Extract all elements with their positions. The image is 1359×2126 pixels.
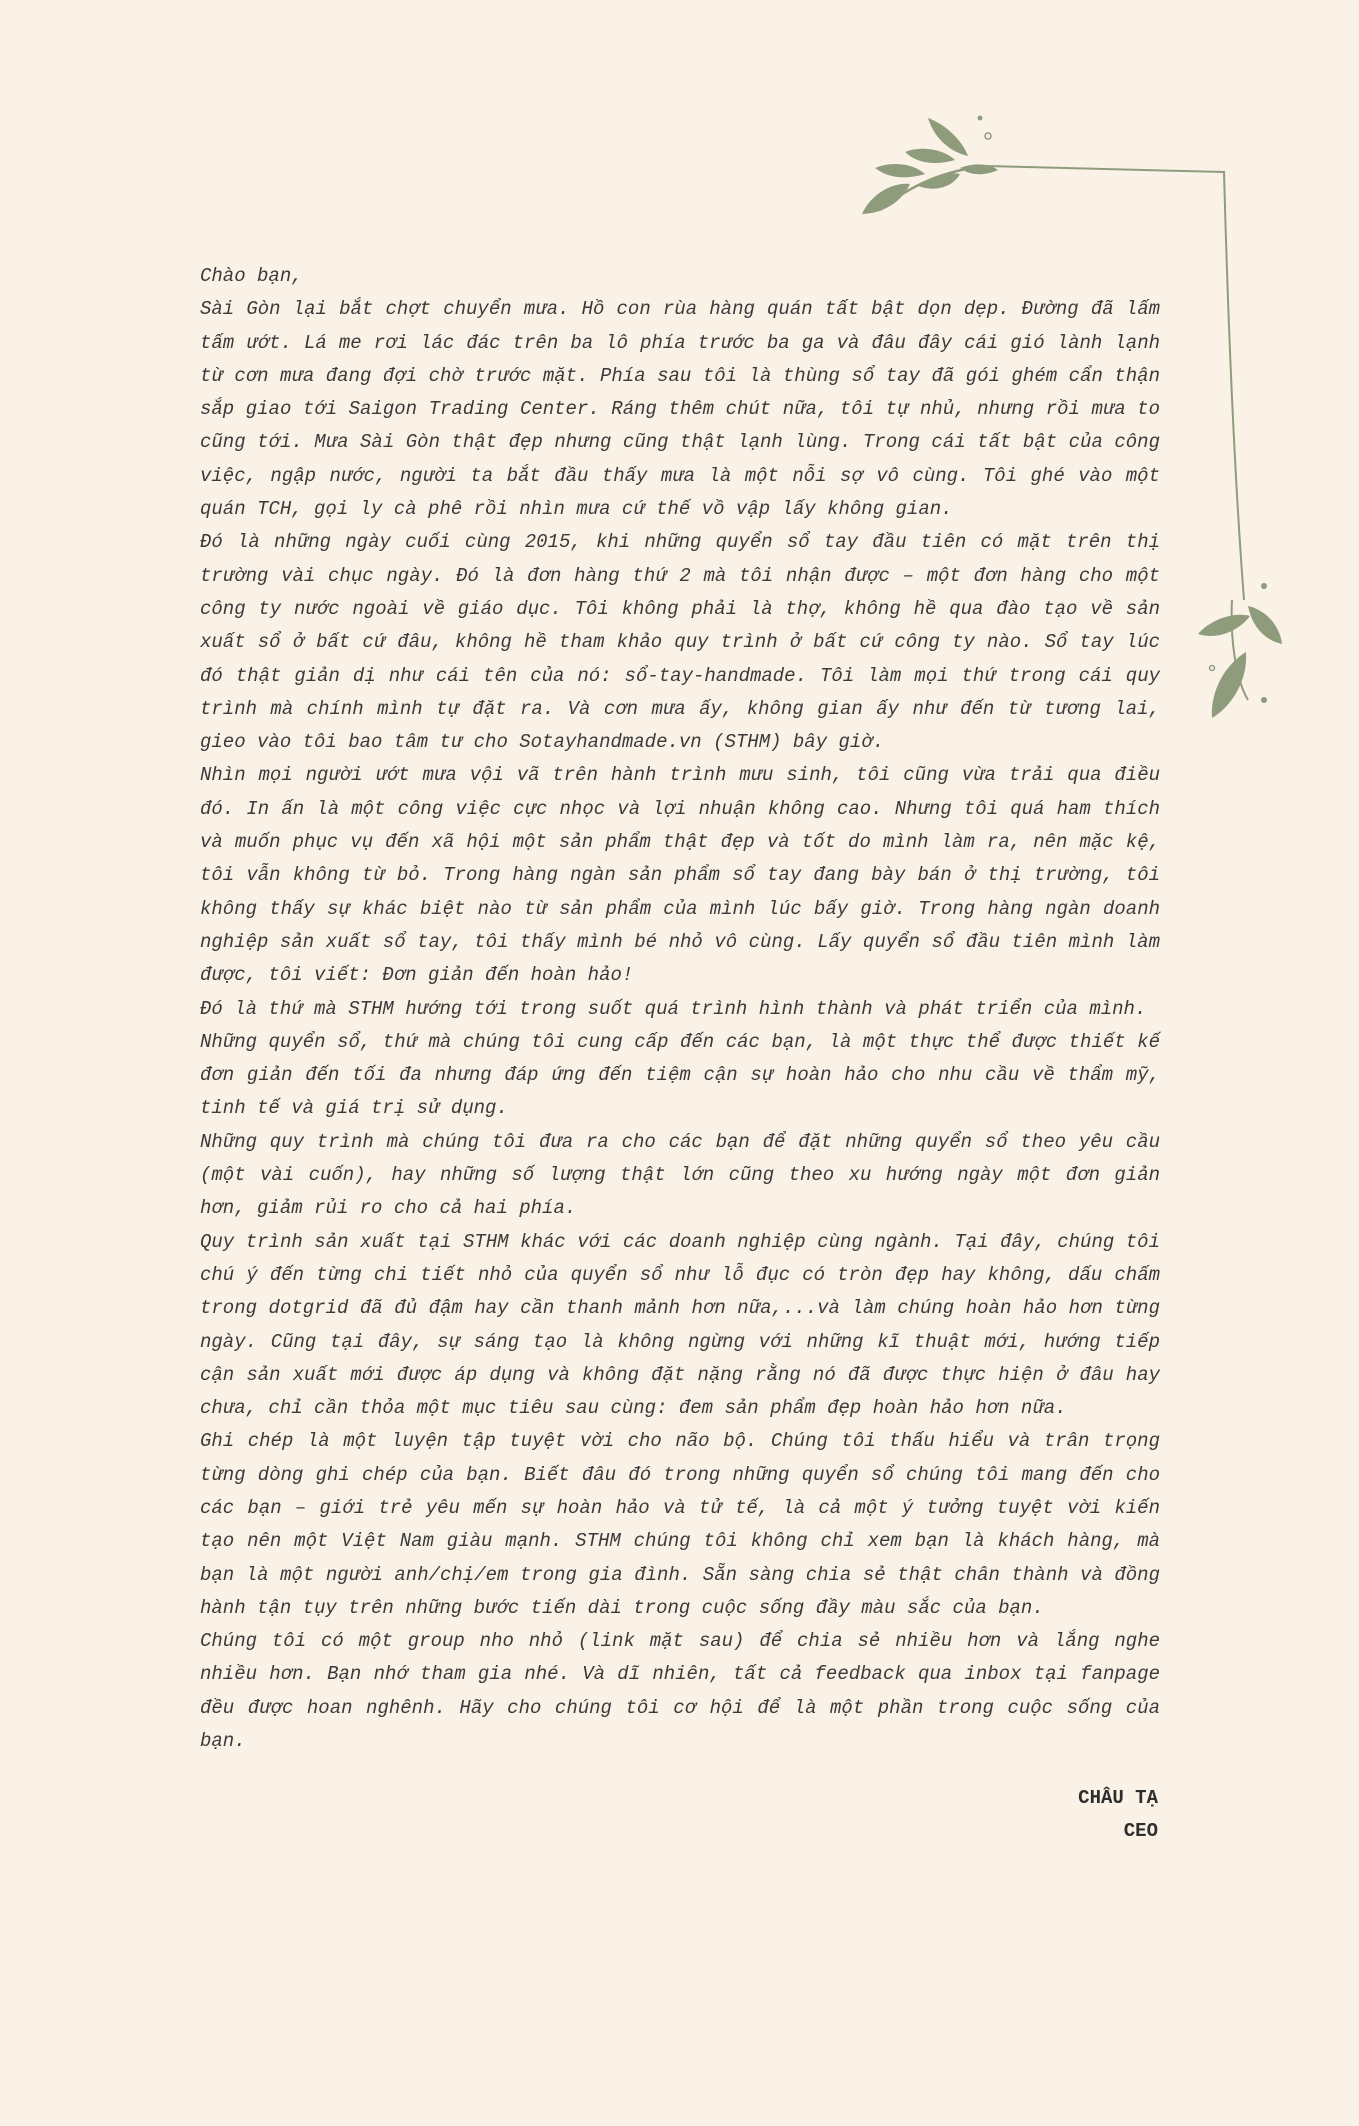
letter-paragraph-5: Những quyển sổ, thứ mà chúng tôi cung cấp đến các bạn, là một thực thể được thiết kế đơn giản đến tối đa nhưng đáp ứng đến tiệm cận sự hoàn hảo cho nhu cầu về thẩm mỹ, tinh tế và giá trị sử dụng. bbox=[200, 1030, 1160, 1120]
letter-paragraph-9: Chúng tôi có một group nho nhỏ (link mặt sau) để chia sẻ nhiều hơn và lắng nghe nhiều hơn. Bạn nhớ tham gia nhé. Và dĩ nhiên, tất cả feedback qua inbox tại fanpage đều được hoan nghênh. Hãy cho chúng tôi cơ hội để là một phần trong cuộc sống của bạn. bbox=[200, 1630, 1160, 1753]
letter-paragraph-2: Đó là những ngày cuối cùng 2015, khi những quyển sổ tay đầu tiên có mặt trên thị trường vài chục ngày. Đó là đơn hàng thứ 2 mà tôi nhận được – một đơn hàng cho một công ty nước ngoài về giáo dục. Tôi không phải là thợ, không hề qua đào tạo về sản xuất sổ ở bất cứ đâu, không hề tham khảo quy trình ở bất cứ công ty nào. Sổ tay lúc đó thật giản dị như cái tên của nó: sổ-tay-handmade. Tôi làm mọi thứ trong cái quy trình mà chính mình tự đặt ra. Và cơn mưa ấy, không gian ấy như đến từ tương lai, gieo vào tôi bao tâm tư cho Sotayhandmade.vn (STHM) bây giờ. bbox=[200, 531, 1160, 754]
letter-greeting: Chào bạn, bbox=[200, 265, 303, 287]
letter-paragraph-7: Quy trình sản xuất tại STHM khác với các doanh nghiệp cùng ngành. Tại đây, chúng tôi chú ý đến từng chi tiết nhỏ của quyển sổ như lỗ đục có tròn đẹp hay không, dấu chấm trong dotgrid đã đủ đậm hay cần thanh mảnh hơn nữa,...và làm chúng hoàn hảo hơn từng ngày. Cũng tại đây, sự sáng tạo là không ngừng với những kĩ thuật mới, hướng tiếp cận sản xuất mới được áp dụng và không đặt nặng rằng nó đã được thực hiện ở đâu hay chưa, chỉ cần thỏa một mục tiêu sau cùng: đem sản phẩm đẹp hoàn hảo hơn nữa. bbox=[200, 1230, 1160, 1420]
letter-paragraph-6: Những quy trình mà chúng tôi đưa ra cho các bạn để đặt những quyển sổ theo yêu cầu (một vài cuốn), hay những số lượng thật lớn cũng theo xu hướng ngày một đơn giản hơn, giảm rủi ro cho cả hai phía. bbox=[200, 1130, 1160, 1220]
letter-paragraph-1: Sài Gòn lại bắt chợt chuyển mưa. Hồ con rùa hàng quán tất bật dọn dẹp. Đường đã lấm tấm ướt. Lá me rơi lác đác trên ba lô phía trước ba ga và đâu đây cái gió lành lạnh từ cơn mưa đang đợi chờ trước mặt. Phía sau tôi là thùng sổ tay đã gói ghém cẩn thận sắp giao tới Saigon Trading Center. Ráng thêm chút nữa, tôi tự nhủ, nhưng rồi mưa to cũng tới. Mưa Sài Gòn thật đẹp nhưng cũng thật lạnh lùng. Trong cái tất bật của công việc, ngập nước, người ta bắt đầu thấy mưa là một nỗi sợ vô cùng. Tôi ghé vào một quán TCH, gọi ly cà phê rồi nhìn mưa cứ thế vồ vập lấy không gian. bbox=[200, 298, 1160, 521]
letter-paragraph-4: Đó là thứ mà STHM hướng tới trong suốt quá trình hình thành và phát triển của mình. bbox=[200, 997, 1147, 1020]
signature-block bbox=[1078, 1782, 1158, 1848]
letter-body bbox=[200, 260, 1160, 1758]
signature-title: CEO bbox=[1123, 1820, 1158, 1842]
letter-paragraph-8: Ghi chép là một luyện tập tuyệt vời cho não bộ. Chúng tôi thấu hiểu và trân trọng từng dòng ghi chép của bạn. Biết đâu đó trong những quyển sổ chúng tôi mang đến cho các bạn – giới trẻ yêu mến sự hoàn hảo và tử tế, là cả một ý tưởng tuyệt vời kiến tạo nên một Việt Nam giàu mạnh. STHM chúng tôi không chỉ xem bạn là khách hàng, mà bạn là một người anh/chị/em trong gia đình. Sẵn sàng chia sẻ thật chân thành và đồng hành tận tụy trên những bước tiến dài trong cuộc sống đầy màu sắc của bạn. bbox=[200, 1430, 1160, 1619]
letter-paragraph-3: Nhìn mọi người ướt mưa vội vã trên hành trình mưu sinh, tôi cũng vừa trải qua điều đó. In ấn là một công việc cực nhọc và lợi nhuận không cao. Nhưng tôi quá ham thích và muốn phục vụ đến xã hội một sản phẩm thật đẹp và tốt do mình làm ra, nên mặc kệ, tôi vẫn không từ bỏ. Trong hàng ngàn sản phẩm sổ tay đang bày bán ở thị trường, tôi không thấy sự khác biệt nào từ sản phẩm của mình lúc bấy giờ. Trong hàng ngàn doanh nghiệp sản xuất sổ tay, tôi thấy mình bé nhỏ vô cùng. Lấy quyển sổ đầu tiên mình làm được, tôi viết: Đơn giản đến hoàn hảo! bbox=[200, 764, 1160, 987]
signature-name: CHÂU TẠ bbox=[1078, 1787, 1158, 1809]
